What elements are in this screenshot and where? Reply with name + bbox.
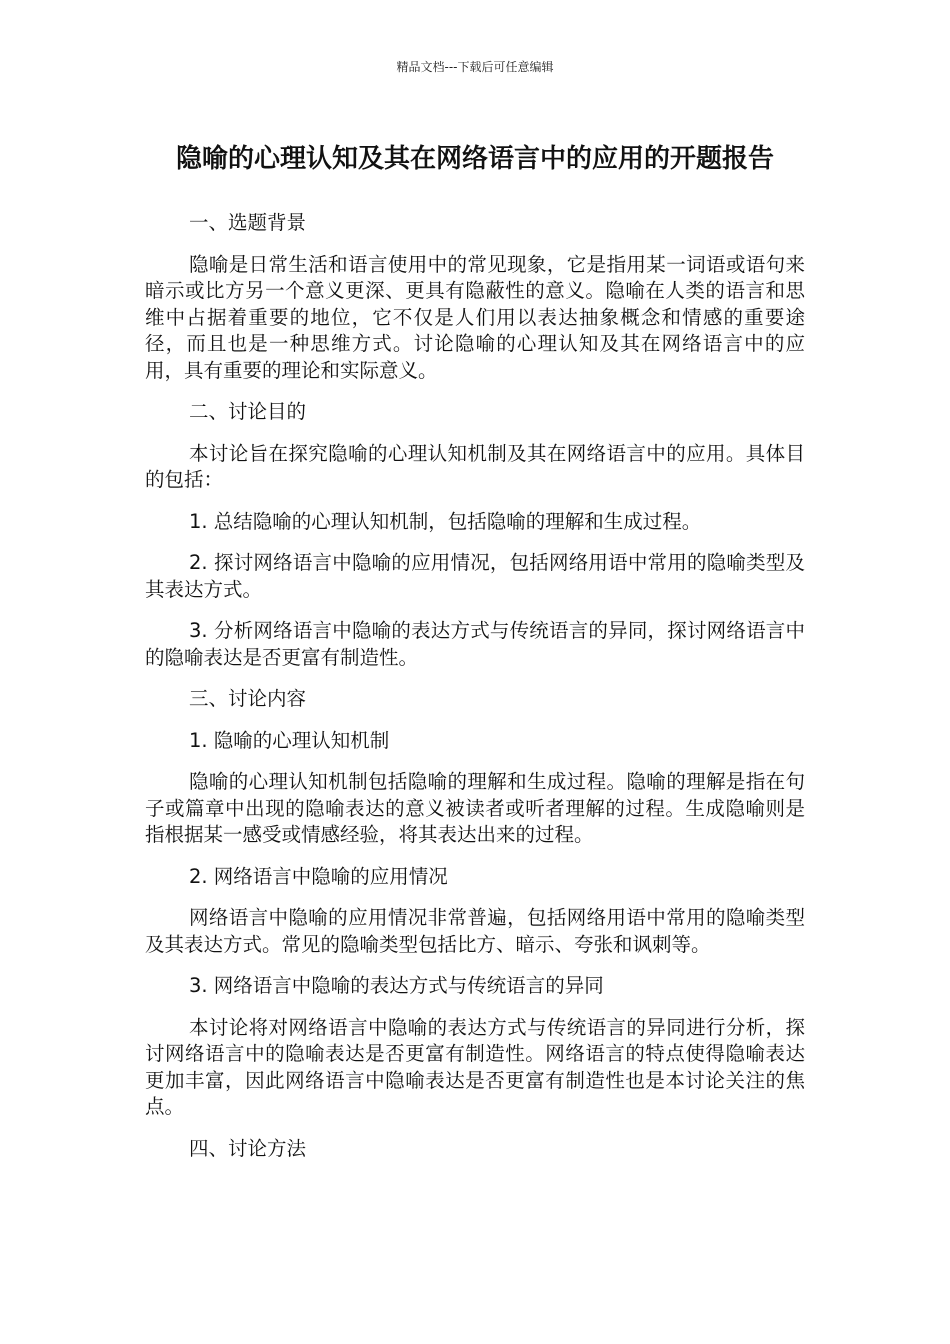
document-body	[145, 210, 805, 1177]
header-note: 精品文档---下载后可任意编辑	[396, 60, 554, 74]
subheading-cognition: 1. 隐喻的心理认知机制	[189, 728, 390, 752]
paragraph-application: 网络语言中隐喻的应用情况非常普遍，包括网络用语中常用的隐喻类型及其表达方式。常见的隐喻类型包括比方、暗示、夸张和讽刺等。	[145, 906, 805, 956]
subheading-application: 2. 网络语言中隐喻的应用情况	[189, 864, 448, 888]
paragraph-background: 隐喻是日常生活和语言使用中的常见现象，它是指用某一词语或语句来暗示或比方另一个意义更深、更具有隐蔽性的意义。隐喻在人类的语言和思维中占据着重要的地位，它不仅是人们用以表达抽象概念和情感的重要途径，而且也是一种思维方式。讨论隐喻的心理认知及其在网络语言中的应用，具有重要的理论和实际意义。	[145, 252, 805, 382]
paragraph-purpose: 本讨论旨在探究隐喻的心理认知机制及其在网络语言中的应用。具体目的包括：	[145, 441, 805, 491]
subheading-comparison: 3. 网络语言中隐喻的表达方式与传统语言的异同	[189, 974, 604, 997]
section-heading-purpose: 二、讨论目的	[189, 400, 307, 423]
purpose-item-2: 2. 探讨网络语言中隐喻的应用情况，包括网络用语中常用的隐喻类型及其表达方式。	[145, 551, 805, 601]
document-title: 隐喻的心理认知及其在网络语言中的应用的开题报告	[175, 144, 774, 174]
section-heading-method: 四、讨论方法	[189, 1136, 307, 1160]
section-heading-content: 三、讨论内容	[189, 687, 307, 710]
purpose-item-1: 1. 总结隐喻的心理认知机制，包括隐喻的理解和生成过程。	[189, 509, 702, 533]
paragraph-cognition: 隐喻的心理认知机制包括隐喻的理解和生成过程。隐喻的理解是指在句子或篇章中出现的隐喻表达的意义被读者或听者理解的过程。生成隐喻则是指根据某一感受或情感经验，将其表达出来的过程。	[145, 770, 805, 846]
section-heading-background: 一、选题背景	[189, 211, 307, 234]
purpose-item-3: 3. 分析网络语言中隐喻的表达方式与传统语言的异同，探讨网络语言中的隐喻表达是否更富有制造性。	[145, 619, 805, 669]
paragraph-comparison: 本讨论将对网络语言中隐喻的表达方式与传统语言的异同进行分析，探讨网络语言中的隐喻表达是否更富有制造性。网络语言的特点使得隐喻表达更加丰富，因此网络语言中隐喻表达是否更富有制造性也是本讨论关注的焦点。	[145, 1015, 805, 1118]
